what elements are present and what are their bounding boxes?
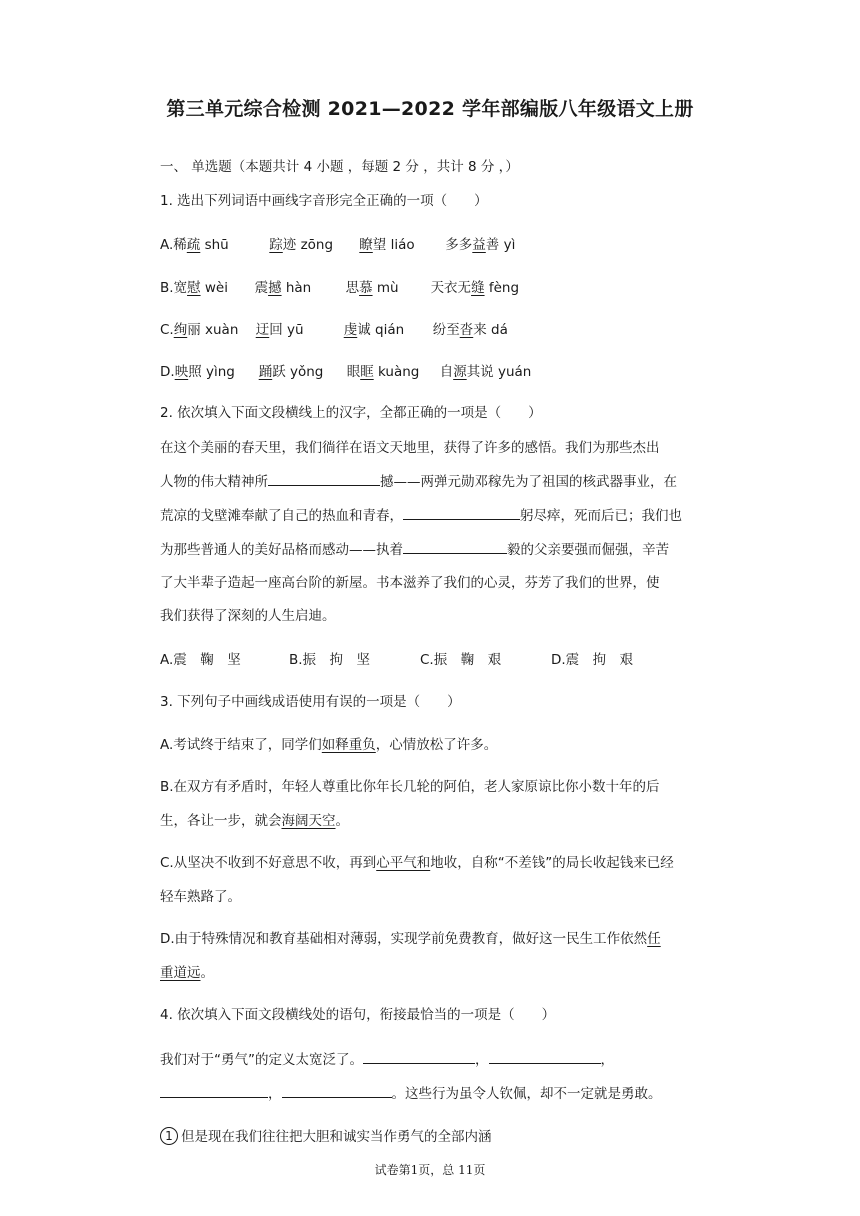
question-1-option-b — [160, 278, 519, 298]
question-1-option-d — [160, 362, 531, 382]
underlined-text: 踪 — [269, 237, 283, 253]
fill-blank — [403, 505, 520, 520]
underlined-text: 重道远 — [160, 965, 201, 981]
option-word: 虔诚 qián — [343, 322, 405, 338]
option-a: A.震 鞠 坚 — [160, 652, 241, 668]
option-word: 天衣无缝 fèng — [430, 280, 520, 296]
option-word: 眼眶 kuàng — [346, 364, 420, 380]
underlined-text: 海阔天空 — [281, 813, 336, 829]
question-2-passage-line: 为那些普通人的美好品格而感动——执着 毅的父亲要强而倔强，辛苦 — [160, 539, 669, 560]
question-2-passage-line: 在这个美丽的春天里，我们徜徉在语文天地里，获得了许多的感悟。我们为那些杰出 — [160, 440, 660, 456]
option-letter: C. — [160, 322, 174, 338]
option-word: 宽慰 wèi — [173, 280, 228, 296]
question-4-item-1: 1 但是现在我们往往把大胆和诚实当作勇气的全部内涵 — [160, 1127, 492, 1147]
option-letter: B. — [160, 280, 174, 296]
question-3-option-c: C.从坚决不收到不好意思不收，再到心平气和地收，自称“不差钱”的局长收起钱来已经 — [160, 855, 674, 871]
option-letter: D. — [160, 364, 175, 380]
underlined-text: 眶 — [360, 364, 374, 380]
underlined-text: 迂 — [255, 322, 270, 338]
option-word: 映照 yìng — [174, 364, 235, 380]
question-3-stem: 3. 下列句子中画线成语使用有误的一项是（ ） — [160, 694, 461, 710]
question-2-passage-line: 我们获得了深刻的人生启迪。 — [160, 608, 336, 624]
fill-blank — [403, 539, 507, 554]
question-3-option-b: B.在双方有矛盾时，年轻人尊重比你年长几轮的阿伯，老人家原谅比你小数十年的后 — [160, 779, 660, 795]
option-word: 绚丽 xuàn — [173, 322, 239, 338]
option-word: 迂回 yū — [255, 322, 304, 338]
underlined-text: 撼 — [268, 280, 282, 296]
underlined-text: 缝 — [471, 280, 485, 296]
question-4-stem: 4. 依次填入下面文段横线处的语句，衔接最恰当的一项是（ ） — [160, 1007, 556, 1023]
option-word: 踪迹 zōng — [269, 237, 334, 253]
underlined-text: 任 — [647, 931, 661, 947]
option-word: 瞭望 liáo — [359, 237, 415, 253]
question-1-option-c — [160, 320, 508, 340]
question-2-passage-line: 了大半辈子造起一座高台阶的新屋。书本滋养了我们的心灵，芬芳了我们的世界，使 — [160, 575, 660, 591]
fill-blank — [282, 1083, 392, 1098]
question-3-option-b-cont: 生，各让一步，就会海阔天空。 — [160, 813, 349, 829]
fill-blank — [268, 471, 380, 486]
option-c: C.振 鞠 艰 — [420, 652, 502, 668]
question-3-option-d: D.由于特殊情况和教育基础相对薄弱，实现学前免费教育，做好这一民生工作依然任 — [160, 931, 661, 947]
option-word: 踊跃 yǒng — [258, 364, 324, 380]
question-1-option-a — [160, 235, 515, 255]
option-word: 震撼 hàn — [254, 280, 312, 296]
fill-blank — [489, 1049, 601, 1064]
question-3-option-c-cont: 轻车熟路了。 — [160, 889, 241, 905]
underlined-text: 疏 — [186, 237, 201, 253]
question-1-stem: 1. 选出下列词语中画线字音形完全正确的一项（ ） — [160, 193, 488, 209]
underlined-text: 源 — [453, 364, 467, 380]
underlined-text: 沓 — [459, 322, 474, 338]
option-word: 稀疏 shū — [173, 237, 229, 253]
underlined-text: 益 — [472, 237, 486, 253]
option-b: B.振 拘 坚 — [289, 652, 371, 668]
underlined-text: 映 — [174, 364, 189, 380]
section-heading: 一、 单选题（本题共计 4 小题 ，每题 2 分 ，共计 8 分 ，） — [160, 159, 519, 175]
question-2-options — [160, 650, 633, 670]
option-word: 自源其说 yuán — [439, 364, 532, 380]
fill-blank — [160, 1083, 268, 1098]
underlined-text: 绚 — [173, 322, 188, 338]
question-2-stem: 2. 依次填入下面文段横线上的汉字，全都正确的一项是（ ） — [160, 405, 542, 421]
option-word: 思慕 mù — [345, 280, 399, 296]
option-letter: A. — [160, 237, 174, 253]
option-d: D.震 拘 艰 — [551, 652, 634, 668]
question-2-passage-line: 荒凉的戈壁滩奉献了自己的热血和青春， 躬尽瘁，死而后已；我们也 — [160, 505, 682, 526]
underlined-text: 瞭 — [359, 237, 373, 253]
underlined-text: 踊 — [258, 364, 273, 380]
question-4-passage-line: 我们对于“勇气”的定义太宽泛了。 ， ， — [160, 1049, 614, 1070]
underlined-text: 如释重负 — [321, 737, 376, 753]
fill-blank — [363, 1049, 475, 1064]
underlined-text: 虔 — [343, 322, 358, 338]
underlined-text: 心平气和 — [376, 855, 431, 871]
page-footer: 试卷第1页，总 11页 — [374, 1163, 486, 1177]
option-word: 多多益善 yì — [445, 237, 516, 253]
question-3-option-d-cont: 重道远。 — [160, 965, 214, 981]
question-3-option-a: A.考试终于结束了，同学们如释重负，心情放松了许多。 — [160, 737, 498, 753]
underlined-text: 慰 — [187, 280, 201, 296]
question-2-passage-line: 人物的伟大精神所 撼——两弹元勋邓稼先为了祖国的核武器事业，在 — [160, 471, 677, 492]
question-4-passage-line: ， 。这些行为虽令人钦佩，却不一定就是勇敢。 — [160, 1083, 662, 1104]
option-word: 纷至沓来 dá — [432, 322, 508, 338]
underlined-text: 慕 — [359, 280, 373, 296]
page-title: 第三单元综合检测 2021—2022 学年部编版八年级语文上册 — [166, 98, 694, 120]
circled-number: 1 — [160, 1127, 178, 1145]
